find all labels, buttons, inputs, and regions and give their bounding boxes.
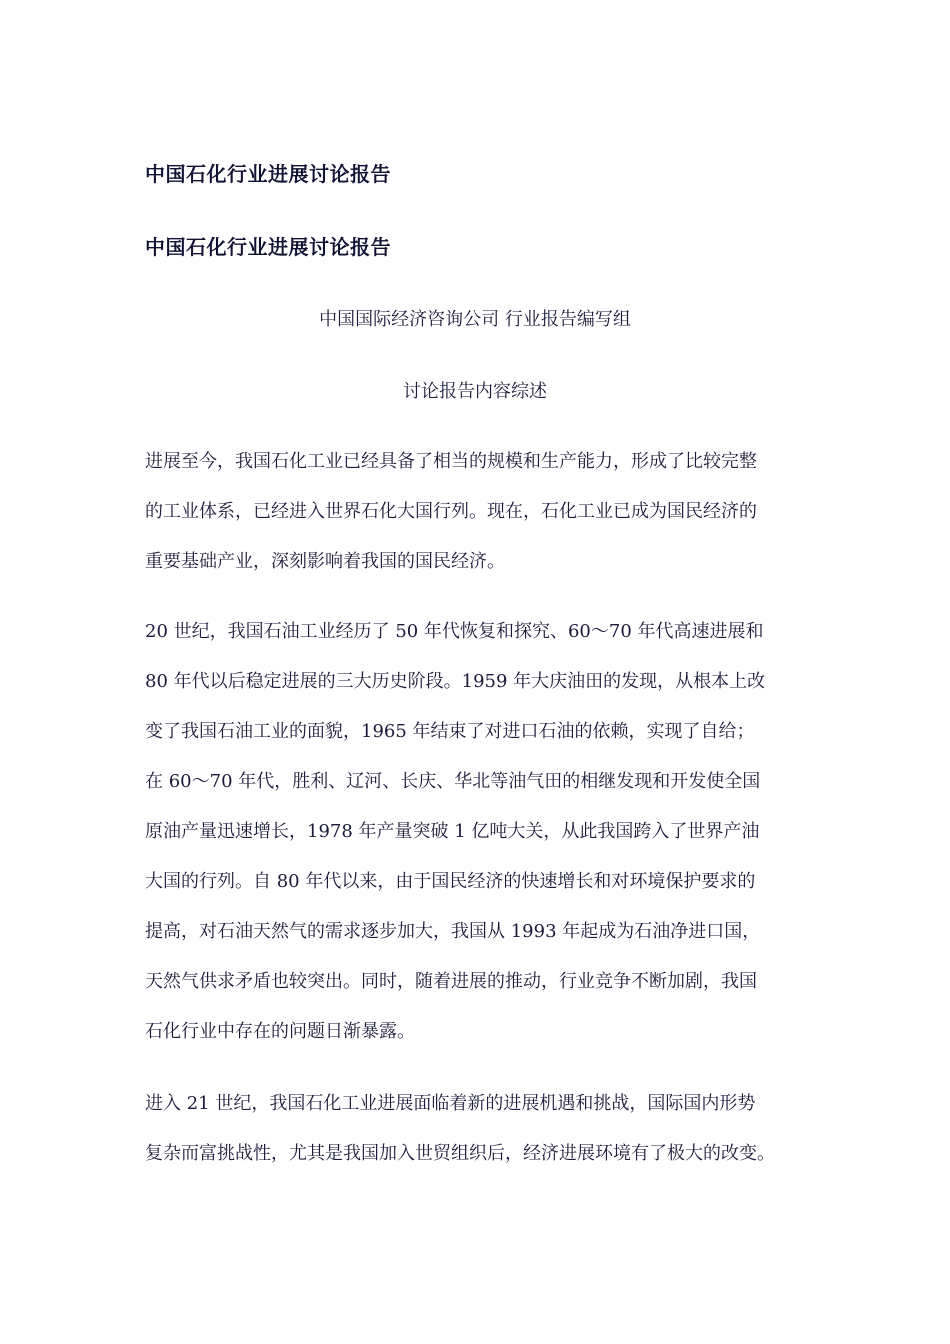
paragraph-line: 石化行业中存在的问题日渐暴露。 (145, 1021, 415, 1042)
paragraph-line: 大国的行列。自 80 年代以来，由于国民经济的快速增长和对环境保护要求的 (145, 871, 756, 892)
paragraph-3 (145, 1079, 810, 1179)
paragraph-line: 在 60～70 年代，胜利、辽河、长庆、华北等油气田的相继发现和开发使全国 (145, 771, 761, 792)
paragraph-line: 的工业体系，已经进入世界石化大国行列。现在，石化工业已成为国民经济的 (145, 501, 757, 522)
paragraph-2 (145, 607, 810, 1057)
paragraph-line: 进入 21 世纪，我国石化工业进展面临着新的进展机遇和挑战，国际国内形势 (145, 1093, 756, 1114)
author-line: 中国国际经济咨询公司 行业报告编写组 (319, 309, 631, 330)
paragraph-line: 80 年代以后稳定进展的三大历史阶段。1959 年大庆油田的发现，从根本上改 (145, 671, 766, 692)
paragraph-line: 变了我国石油工业的面貌，1965 年结束了对进口石油的依赖，实现了自给； (145, 721, 755, 742)
paragraph-line: 天然气供求矛盾也较突出。同时，随着进展的推动，行业竞争不断加剧，我国 (145, 971, 757, 992)
paragraph-line: 进展至今，我国石化工业已经具备了相当的规模和生产能力，形成了比较完整 (145, 451, 757, 472)
document-title-repeat: 中国石化行业进展讨论报告 (145, 235, 391, 259)
paragraph-line: 20 世纪，我国石油工业经历了 50 年代恢复和探究、60～70 年代高速进展和 (145, 621, 764, 642)
paragraph-1 (145, 437, 810, 587)
section-heading: 讨论报告内容综述 (403, 381, 547, 402)
paragraph-line: 提高，对石油天然气的需求逐步加大，我国从 1993 年起成为石油净进口国， (145, 921, 761, 942)
document-title: 中国石化行业进展讨论报告 (145, 162, 391, 186)
paragraph-line: 原油产量迅速增长，1978 年产量突破 1 亿吨大关，从此我国跨入了世界产油 (145, 821, 760, 842)
paragraph-line: 重要基础产业，深刻影响着我国的国民经济。 (145, 551, 505, 572)
paragraph-line: 复杂而富挑战性，尤其是我国加入世贸组织后，经济进展环境有了极大的改变。 (145, 1143, 775, 1164)
